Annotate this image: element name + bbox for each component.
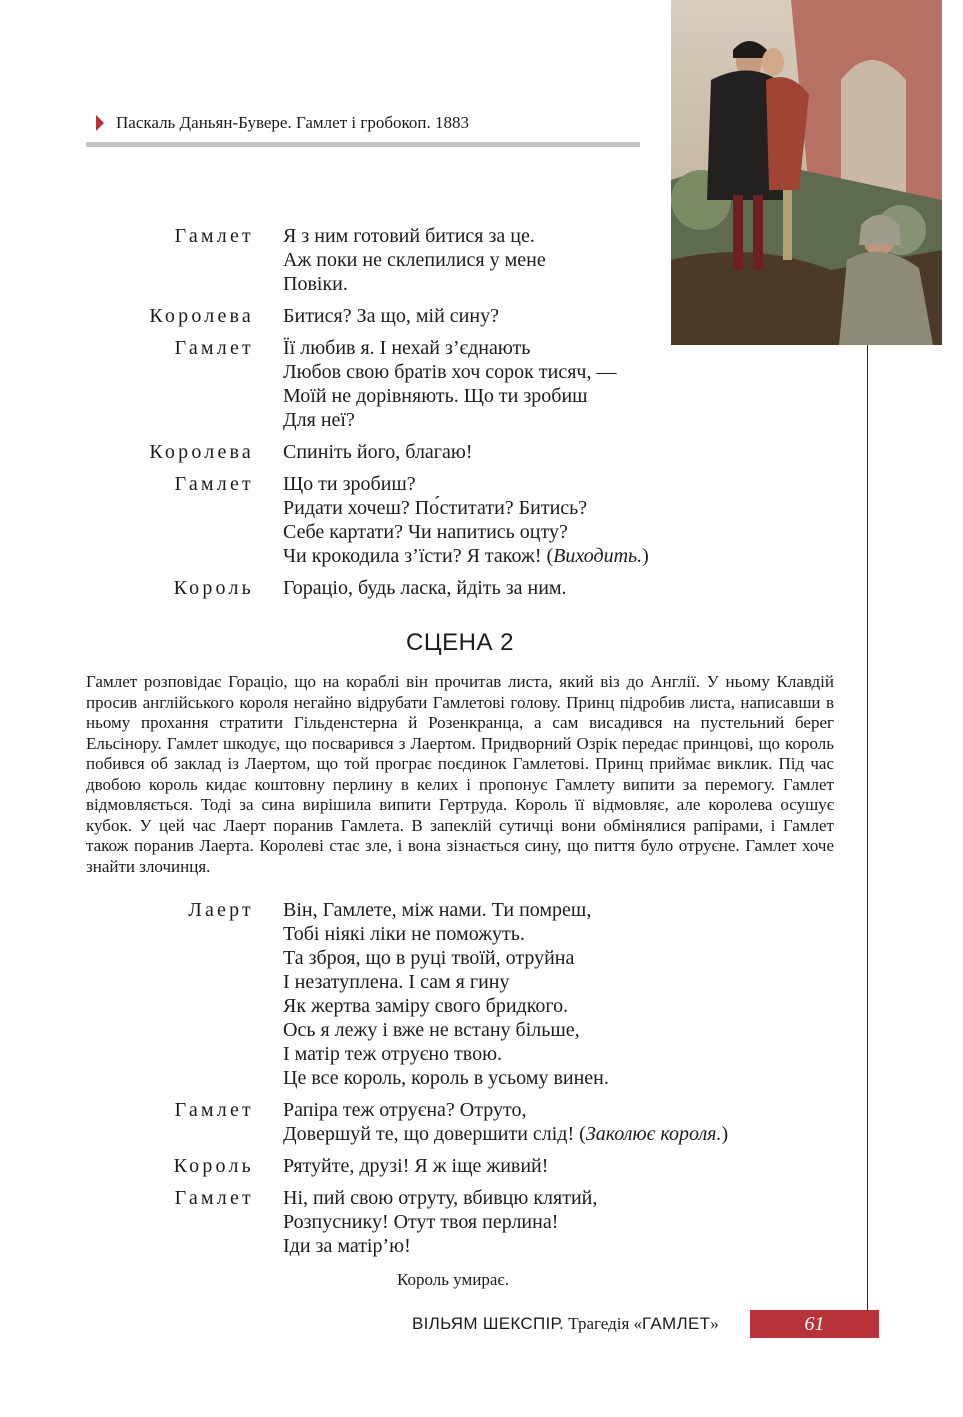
speaker-name: Гамлет <box>174 1099 254 1121</box>
verse-line <box>283 946 609 970</box>
speaker-name: Королева <box>149 305 254 327</box>
verse-line <box>283 1018 609 1042</box>
verse-text: Себе картати? Чи напитись оцту? <box>283 521 568 543</box>
verse-line <box>283 1154 548 1178</box>
verse-text: Повіки. <box>283 273 348 295</box>
speech <box>0 224 860 296</box>
scene-summary: Гамлет розповідає Гораціо, що на кораблі він прочитав листа, який віз до Англії. У ньому Клавдій просив англійського короля негайно відрубати Гамлетові голову. Принц підробив листа, написавши в ньому прохання стратити Гільденстерна й Розенкранца, а сам висадився на пустельний берег Ельсінору. Гамлет шкодує, що посварився з Лаертом. Придворний Озрік передає принцові, що король побився об заклад із Лаертом, що той програє поєдинок Гамлетові. Принц приймає виклик. Під час двобою король кидає коштовну перлину в келих і пропонує Гамлету випити за перемогу. Гамлет відмовляється. Тоді за сина вирішила випити Гертруда. Король її відмовляє, але королева осушує кубок. У цей час Лаерт поранив Гамлета. В запеклій сутичці вони обмінялися рапірами, і Гамлет також поранив Лаерта. Королеві стає зле, і вона зізнається сину, що пиття було отруєне. Гамлет хоче знайти злочинця. <box>86 672 834 876</box>
speech <box>0 336 860 432</box>
verse-line <box>283 1122 728 1146</box>
verse-text: Як жертва заміру свого бридкого. <box>283 995 569 1017</box>
verse-text: Ридати хочеш? По́ститати? Битись? <box>283 497 588 519</box>
stage-remark-close: ) <box>721 1123 729 1145</box>
footer-work: ГАМЛЕТ <box>642 1314 711 1333</box>
stage-remark-close: ) <box>642 545 649 567</box>
running-footer <box>412 1313 719 1335</box>
verse-line <box>283 360 616 384</box>
verse-line <box>283 1234 597 1258</box>
verse-text: Що ти зробиш? <box>283 473 416 495</box>
stage-remark: Виходить. <box>553 545 643 567</box>
verse-text: Рапіра теж отруєна? Отруто, <box>283 1099 527 1121</box>
speaker-name: Гамлет <box>174 337 254 359</box>
verse-line <box>283 970 609 994</box>
speaker-name: Гамлет <box>174 225 254 247</box>
speech-lines <box>283 304 499 328</box>
speech <box>0 576 860 600</box>
verse-text: Я з ним готовий битися за це. <box>283 225 535 247</box>
speech-lines <box>283 1154 548 1178</box>
speaker-name: Гамлет <box>174 473 254 495</box>
speech-lines <box>283 1098 728 1146</box>
footer-author: ВІЛЬЯМ ШЕКСПІР. <box>412 1314 564 1333</box>
verse-line <box>283 922 609 946</box>
speech-lines <box>283 336 616 432</box>
verse-line <box>283 408 616 432</box>
verse-text: І незатуплена. І сам я гину <box>283 971 510 993</box>
verse-line <box>283 384 616 408</box>
verse-text: Її любив я. І нехай з’єднають <box>283 337 531 359</box>
verse-line <box>283 248 546 272</box>
verse-line <box>283 898 609 922</box>
speaker-name: Король <box>173 577 254 599</box>
verse-text: Ось я лежу і вже не встану більше, <box>283 1019 580 1041</box>
verse-text: Моїй не дорівняють. Що ти зробиш <box>283 385 588 407</box>
speech <box>0 440 860 464</box>
verse-line <box>283 994 609 1018</box>
verse-text: Це все король, король в усьому винен. <box>283 1067 609 1089</box>
stage-direction: Король умирає. <box>397 1270 509 1289</box>
speech <box>0 304 860 328</box>
speaker-name: Гамлет <box>174 1187 254 1209</box>
verse-line <box>283 496 649 520</box>
speech-lines <box>283 440 473 464</box>
verse-text: Він, Гамлете, між нами. Ти помреш, <box>283 899 592 921</box>
verse-text: Спиніть його, благаю! <box>283 441 473 463</box>
speech <box>0 1098 860 1146</box>
caption-text: Паскаль Даньян-Бувере. Гамлет і гробокоп. 1883 <box>116 113 469 132</box>
verse-text: Для неї? <box>283 409 355 431</box>
speech-lines <box>283 224 546 296</box>
dialogue-bottom <box>0 898 860 1266</box>
verse-text: Розпуснику! Отут твоя перлина! <box>283 1211 559 1233</box>
verse-line <box>283 472 649 496</box>
stage-remark: Заколює короля. <box>585 1123 722 1145</box>
page-number: 61 <box>750 1310 879 1338</box>
verse-text: Аж поки не склепилися у мене <box>283 249 546 271</box>
verse-text: Ні, пий свою отруту, вбивцю клятий, <box>283 1187 598 1209</box>
verse-line <box>283 304 499 328</box>
verse-line <box>283 520 649 544</box>
verse-text: Іди за матір’ю! <box>283 1235 411 1257</box>
verse-text: Рятуйте, друзі! Я ж іще живий! <box>283 1155 549 1177</box>
verse-text: Битися? За що, мій сину? <box>283 305 499 327</box>
speech <box>0 898 860 1090</box>
verse-text: Чи крокодила з’їсти? Я також! ( <box>283 545 554 567</box>
verse-text: Та зброя, що в руці твоїй, отруйна <box>283 947 575 969</box>
caption-marker-icon <box>96 115 104 131</box>
verse-text: Гораціо, будь ласка, йдіть за ним. <box>283 577 567 599</box>
speech-lines <box>283 1186 597 1258</box>
verse-line <box>283 336 616 360</box>
footer-work-prefix: Трагедія « <box>563 1314 643 1333</box>
verse-line <box>283 1042 609 1066</box>
speech <box>0 472 860 568</box>
verse-text: Любов свою братів хоч сорок тисяч, — <box>283 361 617 383</box>
caption-rule <box>86 142 640 147</box>
verse-line <box>283 224 546 248</box>
verse-line <box>283 1210 597 1234</box>
verse-line <box>283 1098 728 1122</box>
illustration-caption <box>96 112 469 134</box>
footer-work-suffix: » <box>710 1314 719 1333</box>
verse-line <box>283 1186 597 1210</box>
speaker-name: Королева <box>149 441 254 463</box>
vertical-rule <box>867 345 868 1310</box>
verse-text: Довершуй те, що довершити слід! ( <box>283 1123 586 1145</box>
scene-title: СЦЕНА 2 <box>406 629 514 656</box>
speech-lines <box>283 576 567 600</box>
speech <box>0 1186 860 1258</box>
verse-line <box>283 272 546 296</box>
speech <box>0 1154 860 1178</box>
verse-line <box>283 440 473 464</box>
verse-text: І матір теж отруєно твою. <box>283 1043 503 1065</box>
verse-line <box>283 544 649 568</box>
speaker-name: Король <box>173 1155 254 1177</box>
verse-text: Тобі ніякі ліки не поможуть. <box>283 923 525 945</box>
dialogue-top <box>0 224 860 608</box>
speech-lines <box>283 472 649 568</box>
speech-lines <box>283 898 609 1090</box>
speaker-name: Лаерт <box>188 899 254 921</box>
verse-line <box>283 1066 609 1090</box>
verse-line <box>283 576 567 600</box>
